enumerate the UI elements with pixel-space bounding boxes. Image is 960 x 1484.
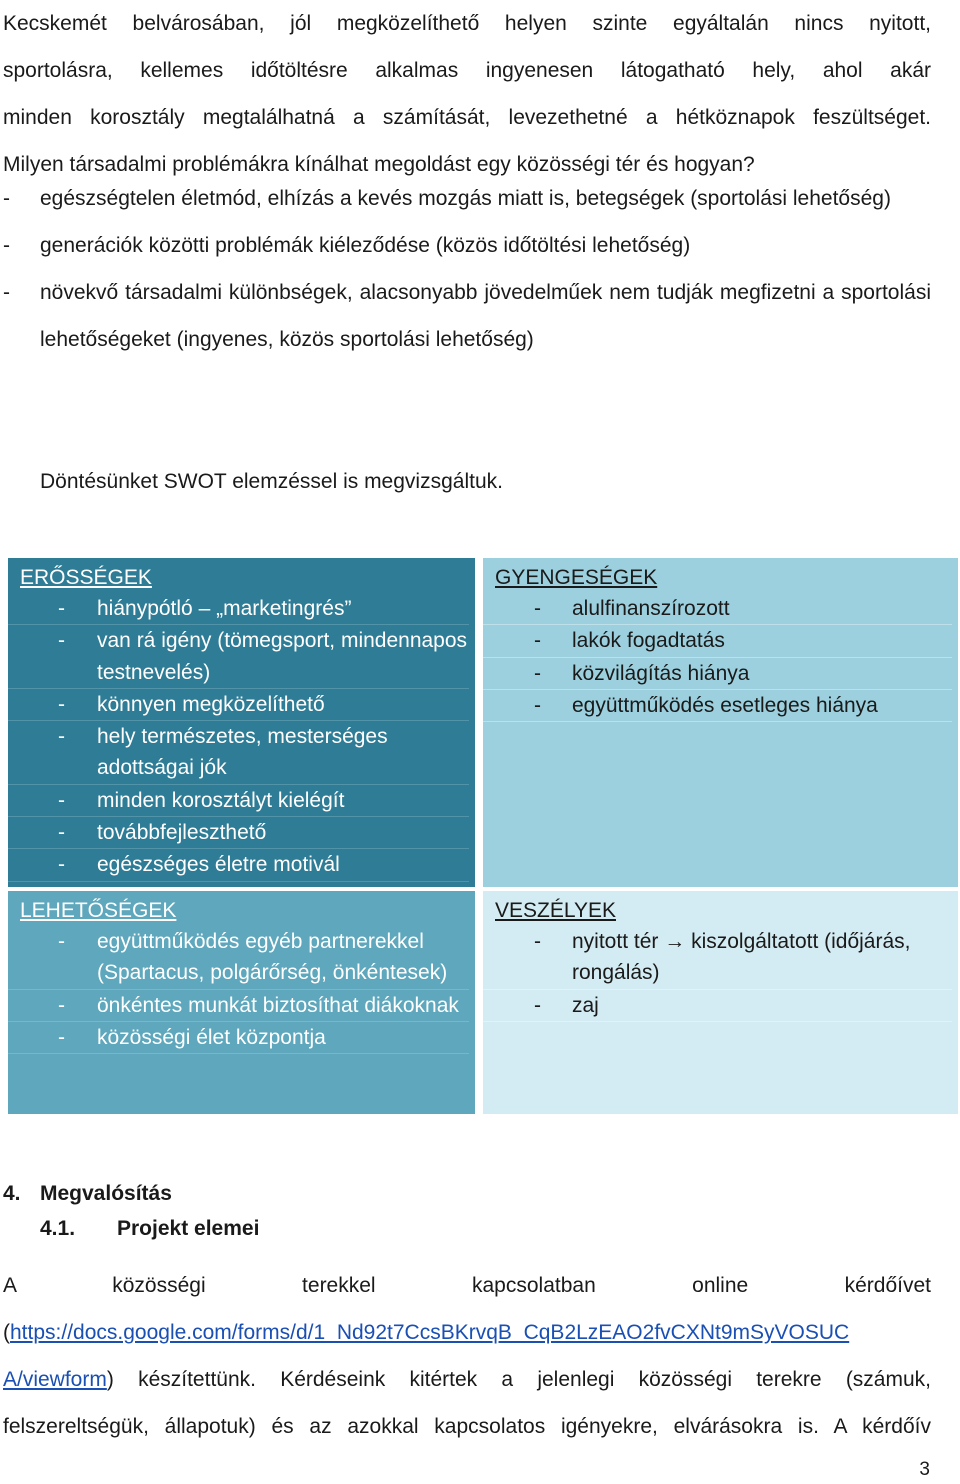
list-dash: - (3, 281, 10, 304)
weakness-item (483, 658, 952, 690)
list-dash: - (58, 853, 65, 877)
strength-item (8, 849, 469, 881)
problem-list (3, 175, 931, 363)
list-dash: - (58, 629, 65, 653)
strength-item (8, 721, 469, 785)
opportunity-item (8, 990, 469, 1022)
paren-open: ( (3, 1321, 10, 1344)
swot-intro-text: Döntésünket SWOT elemzéssel is megvizsgáltuk. (40, 470, 503, 493)
subsection-heading (40, 1213, 259, 1244)
problem-text: generációk közötti problémák kiéleződése (közös időtöltési lehetőség) (40, 234, 691, 257)
weakness-item (483, 690, 952, 722)
strength-item (8, 593, 469, 625)
body-line: felszereltségük, állapotuk) és az azokkal kapcsolatos igényekre, elvárásokra is. A kérdőív (3, 1415, 931, 1438)
list-dash: - (534, 597, 541, 620)
swot-threats (483, 891, 958, 1114)
list-dash: - (58, 821, 65, 845)
body-line: A közösségi terekkel kapcsolatban online kérdőívet (3, 1274, 931, 1297)
list-dash: - (58, 993, 65, 1017)
intro-line: minden korosztály megtalálhatná a számítását, levezethetné a hétköznapok feszültséget. (3, 106, 931, 129)
swot-weaknesses (483, 558, 958, 891)
weakness-item (483, 625, 952, 657)
section-heading (3, 1178, 172, 1209)
strength-item (8, 817, 469, 849)
threats-title: VESZÉLYEK (495, 899, 616, 922)
strength-text: hiánypótló – „marketingrés” (97, 597, 352, 620)
form-link[interactable]: https://docs.google.com/forms/d/1_Nd92t7CcsBKrvqB_CqB2LzEAO2fvCXNt9mSyVOSUC (10, 1321, 850, 1344)
form-link-continued[interactable]: A/viewform (3, 1368, 107, 1391)
problem-item (3, 175, 931, 222)
threat-text-pre: nyitott tér (572, 930, 659, 953)
list-dash: - (534, 661, 541, 685)
list-dash: - (58, 597, 65, 620)
strength-item (8, 625, 469, 689)
list-dash: - (58, 930, 65, 953)
opportunity-item (8, 1022, 469, 1054)
swot-opportunities (8, 891, 475, 1114)
page-number: 3 (919, 1459, 930, 1480)
section-title: Megvalósítás (40, 1182, 172, 1205)
section-number: 4. (3, 1182, 21, 1205)
intro-question: Milyen társadalmi problémákra kínálhat megoldást egy közösségi tér és hogyan? (3, 153, 755, 176)
strength-text: könnyen megközelíthető (97, 692, 325, 716)
opportunity-text: közösségi élet központja (97, 1025, 326, 1049)
intro-line: sportolásra, kellemes időtöltésre alkalmas ingyenesen látogatható hely, ahol akár (3, 59, 931, 82)
list-dash: - (58, 725, 65, 749)
body-line (3, 1356, 931, 1403)
list-dash: - (534, 629, 541, 653)
body-line (3, 1309, 931, 1356)
strength-text: egészséges életre motivál (97, 853, 340, 877)
list-dash: - (3, 234, 10, 257)
strength-text: hely természetes, mesterséges adottságai jók (97, 725, 388, 780)
swot-divider (475, 558, 483, 891)
weakness-text: alulfinanszírozott (572, 597, 730, 620)
subsection-title: Projekt elemei (117, 1217, 260, 1240)
subsection-number: 4.1. (40, 1217, 76, 1240)
list-dash: - (534, 993, 541, 1017)
body-paragraph (3, 1262, 931, 1450)
intro-line: Kecskemét belvárosában, jól megközelíthető helyen szinte egyáltalán nincs nyitott, (3, 12, 931, 35)
threat-item (483, 990, 952, 1022)
swot-table (8, 558, 958, 1114)
threat-text: zaj (572, 993, 599, 1017)
swot-divider (475, 891, 483, 1114)
strength-item (8, 785, 469, 817)
opportunity-text: együttműködés egyéb partnerekkel (Spartacus, polgárőrség, önkéntesek) (97, 930, 448, 985)
threat-text-post: kiszolgáltatott (időjárás, rongálás) (572, 930, 911, 985)
problem-text: növekvő társadalmi különbségek, alacsonyabb jövedelműek nem tudják megfizetni a sportolási lehetőségeket (ingyenes, közös sportolási lehetőség) (40, 281, 931, 351)
list-dash: - (58, 788, 65, 812)
problem-item (3, 269, 931, 363)
weaknesses-title: GYENGESÉGEK (495, 566, 658, 589)
list-dash: - (58, 692, 65, 716)
intro-paragraph (3, 0, 931, 188)
strength-text: minden korosztályt kielégít (97, 788, 345, 812)
weakness-text: együttműködés esetleges hiánya (572, 693, 878, 717)
list-dash: - (58, 1025, 65, 1049)
list-dash: - (534, 930, 541, 953)
strength-item (8, 689, 469, 721)
threat-item (483, 926, 952, 990)
strength-text: továbbfejleszthető (97, 821, 267, 845)
list-dash: - (3, 187, 10, 210)
weakness-item (483, 593, 952, 625)
opportunity-item (8, 926, 469, 990)
arrow-right-icon: → (664, 930, 686, 953)
strengths-title: ERŐSSÉGEK (20, 566, 152, 589)
weakness-text: közvilágítás hiánya (572, 661, 750, 685)
problem-item (3, 222, 931, 269)
weakness-text: lakók fogadtatás (572, 629, 725, 653)
strength-text: van rá igény (tömegsport, mindennapos testnevelés) (97, 629, 468, 684)
body-text-rest: ) készítettünk. Kérdéseink kitértek a jelenlegi közösségi terekre (számuk, (106, 1368, 931, 1391)
swot-strengths (8, 558, 475, 891)
opportunity-text: önkéntes munkát biztosíthat diákoknak (97, 993, 459, 1017)
opportunities-title: LEHETŐSÉGEK (20, 899, 177, 922)
list-dash: - (534, 693, 541, 717)
problem-text: egészségtelen életmód, elhízás a kevés mozgás miatt is, betegségek (sportolási lehetőség) (40, 187, 891, 210)
